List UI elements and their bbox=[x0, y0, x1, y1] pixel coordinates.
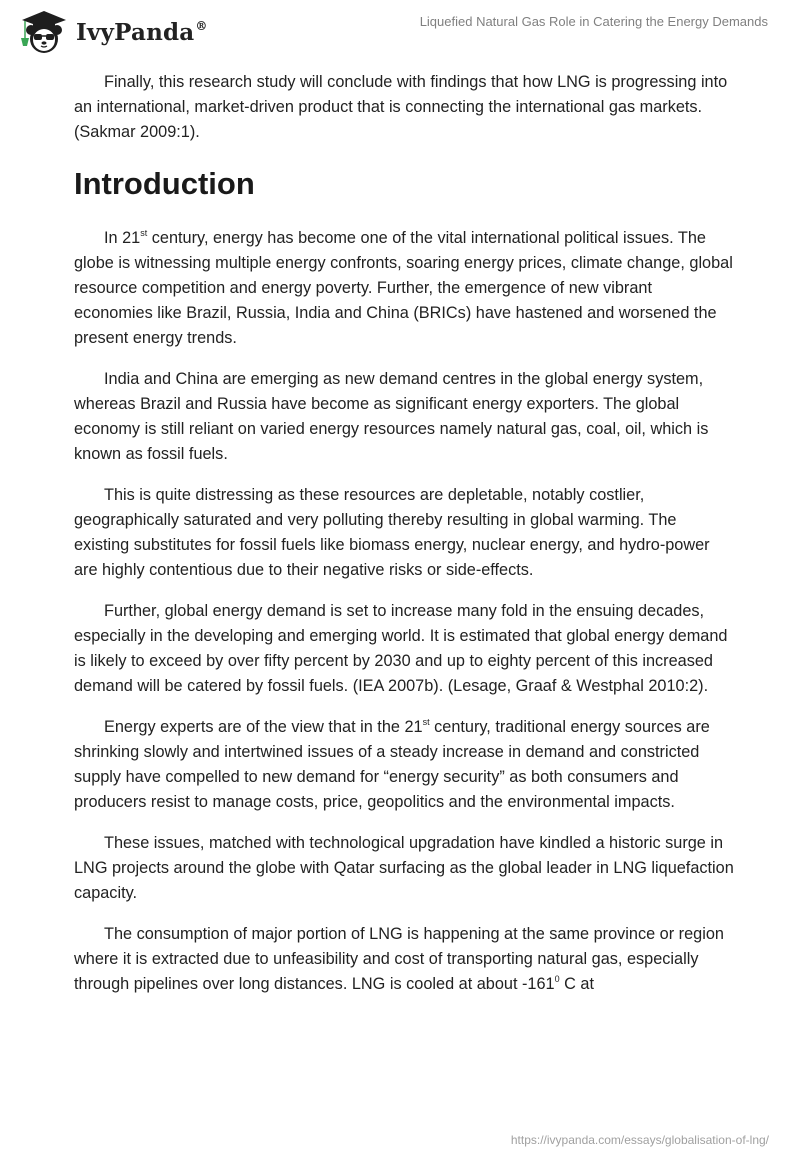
page-header bbox=[0, 0, 800, 60]
body-paragraph: In 21st century, energy has become one of the vital international political issues. The globe is witnessing multiple energy confronts, soaring energy prices, climate change, global resource competition and energy poverty. Further, the emergence of new vibrant economies like Brazil, Russia, India and China (BRICs) have hastened and worsened the present energy trends. bbox=[74, 228, 733, 347]
source-url[interactable]: https://ivypanda.com/essays/globalisation-of-lng/ bbox=[510, 1133, 769, 1147]
document-title: Liquefied Natural Gas Role in Catering the Energy Demands bbox=[419, 14, 768, 29]
body-paragraph: India and China are emerging as new demand centres in the global energy system, whereas Brazil and Russia have become as significant energy exporters. The global economy is still reliant on varied energy resources namely natural gas, coal, oil, which is known as fossil fuels. bbox=[74, 370, 709, 463]
essay-content bbox=[74, 70, 734, 1013]
body-paragraph: Further, global energy demand is set to increase many fold in the ensuing decades, especially in the developing and emerging world. It is estimated that global energy demand is likely to exceed by over fifty percent by 2030 and up to eighty percent of this increased demand will be catered by fossil fuels. (IEA 2007b). (Lesage, Graaf & Westphal 2010:2). bbox=[74, 602, 728, 695]
body-paragraph: The consumption of major portion of LNG is happening at the same province or region where it is extracted due to unfeasibility and cost of transporting natural gas, especially through pipelines over long distances. LNG is cooled at about $-161^0$ C at bbox=[74, 925, 724, 993]
body-paragraph: These issues, matched with technological upgradation have kindled a historic surge in LNG projects around the globe with Qatar surfacing as the global leader in LNG liquefaction capacity. bbox=[74, 834, 734, 902]
body-paragraph: This is quite distressing as these resources are depletable, notably costlier, geographically saturated and very polluting thereby resulting in global warming. The existing substitutes for fossil fuels like biomass energy, nuclear energy, and hydro-power are highly contentious due to their negative risks or side-effects. bbox=[74, 486, 710, 579]
section-heading: Introduction bbox=[74, 166, 255, 201]
ivypanda-logo[interactable] bbox=[16, 8, 208, 56]
brand-name: IvyPanda® bbox=[76, 18, 208, 46]
intro-paragraph: Finally, this research study will conclude with findings that how LNG is progressing into an international, market-driven product that is connecting the international gas markets. (Sakmar 2009:1). bbox=[74, 73, 728, 141]
registered-mark: ® bbox=[195, 18, 208, 33]
body-paragraph: Energy experts are of the view that in the 21st century, traditional energy sources are shrinking slowly and intertwined issues of a steady increase in demand and constricted supply have compelled to new demand for “energy security” as both consumers and producers resist to manage costs, price, geopolitics and the environmental impacts. bbox=[74, 717, 710, 811]
panda-graduate-logo-icon bbox=[16, 8, 72, 56]
